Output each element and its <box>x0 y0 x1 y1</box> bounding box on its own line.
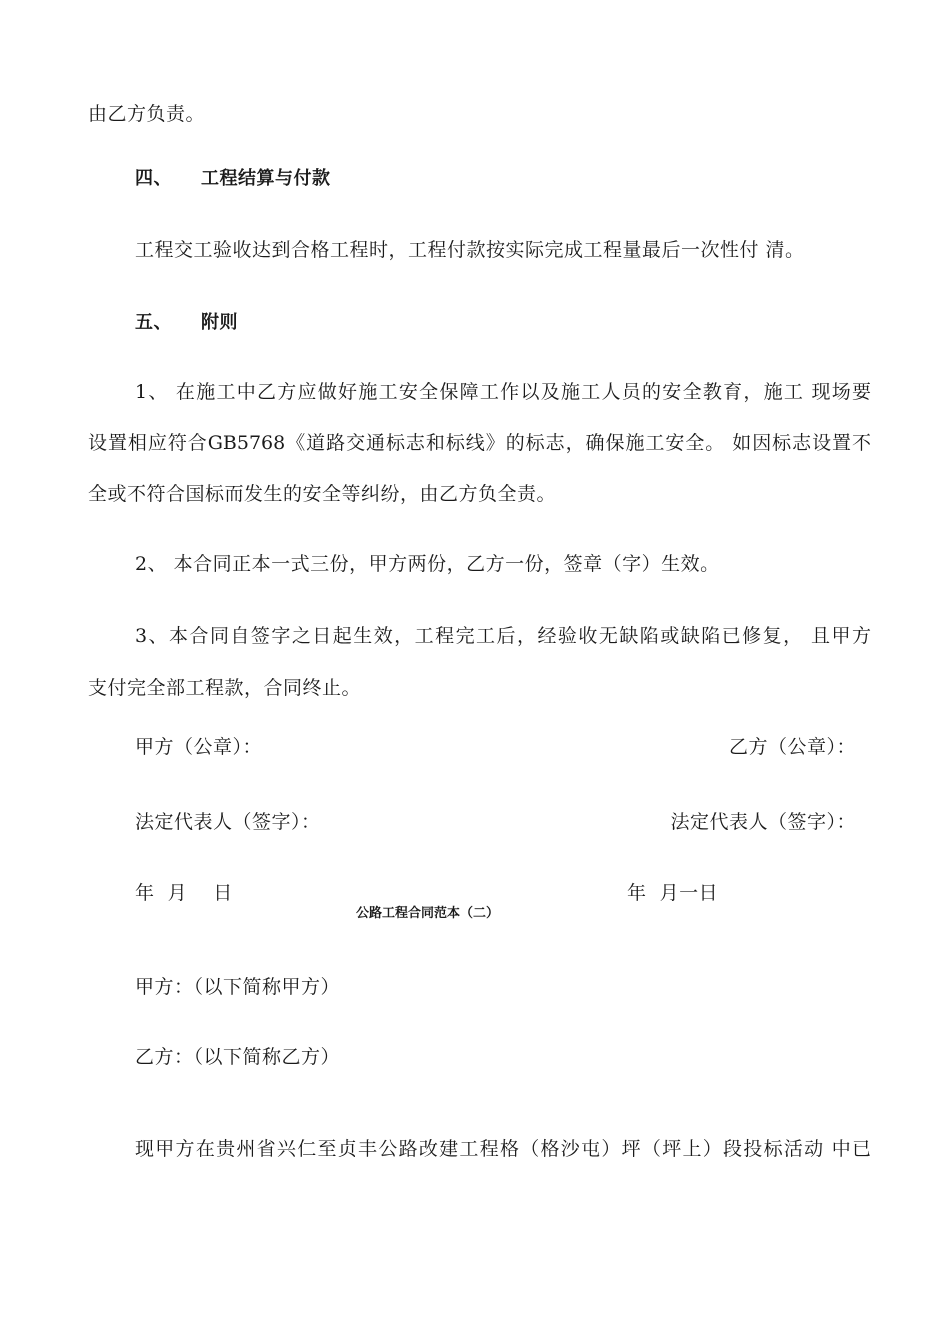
final-paragraph-line: 现甲方在贵州省兴仁至贞丰公路改建工程格（格沙屯）坪（坪上）段投标活动 中已 <box>135 1138 871 1160</box>
clause-3-line-1: 3、本合同自签字之日起生效，工程完工后，经验收无缺陷或缺陷已修复， 且甲方 <box>135 625 871 647</box>
party-b-representative-label: 法定代表人（签字）： <box>670 811 856 833</box>
section-4-title: 工程结算与付款 <box>201 168 331 189</box>
clause-1-line-1: 1、 在施工中乙方应做好施工安全保障工作以及施工人员的安全教育，施工 现场要 <box>135 381 871 403</box>
clause-1-line-2: 设置相应符合GB5768《道路交通标志和标线》的标志，确保施工安全。 如因标志设置不 <box>88 432 871 454</box>
section-4-heading <box>135 167 331 191</box>
party-a-seal-label: 甲方（公章）： <box>135 736 263 758</box>
party-a-representative-label: 法定代表人（签字）： <box>135 811 321 833</box>
section-4-number: 四、 <box>135 168 172 189</box>
section-4-paragraph: 工程交工验收达到合格工程时，工程付款按实际完成工程量最后一次性付 清。 <box>135 239 805 261</box>
party-b-date: 年 月一日 <box>627 882 719 904</box>
section-5-heading <box>135 311 238 335</box>
clause-2: 2、 本合同正本一式三份，甲方两份，乙方一份，签章（字）生效。 <box>135 553 720 575</box>
section-5-title: 附则 <box>201 312 238 333</box>
party-a-date: 年 月 日 <box>135 882 233 904</box>
second-contract-title: 公路工程合同范本（二） <box>356 906 500 921</box>
clause-3-line-2: 支付完全部工程款，合同终止。 <box>88 677 362 699</box>
intro-line: 由乙方负责。 <box>88 103 206 125</box>
section-5-number: 五、 <box>135 312 172 333</box>
party-b-definition: 乙方：（以下简称乙方） <box>135 1046 341 1068</box>
party-b-seal-label: 乙方（公章）： <box>728 736 856 758</box>
party-a-definition: 甲方：（以下简称甲方） <box>135 976 341 998</box>
clause-1-line-3: 全或不符合国标而发生的安全等纠纷，由乙方负全责。 <box>88 483 557 505</box>
